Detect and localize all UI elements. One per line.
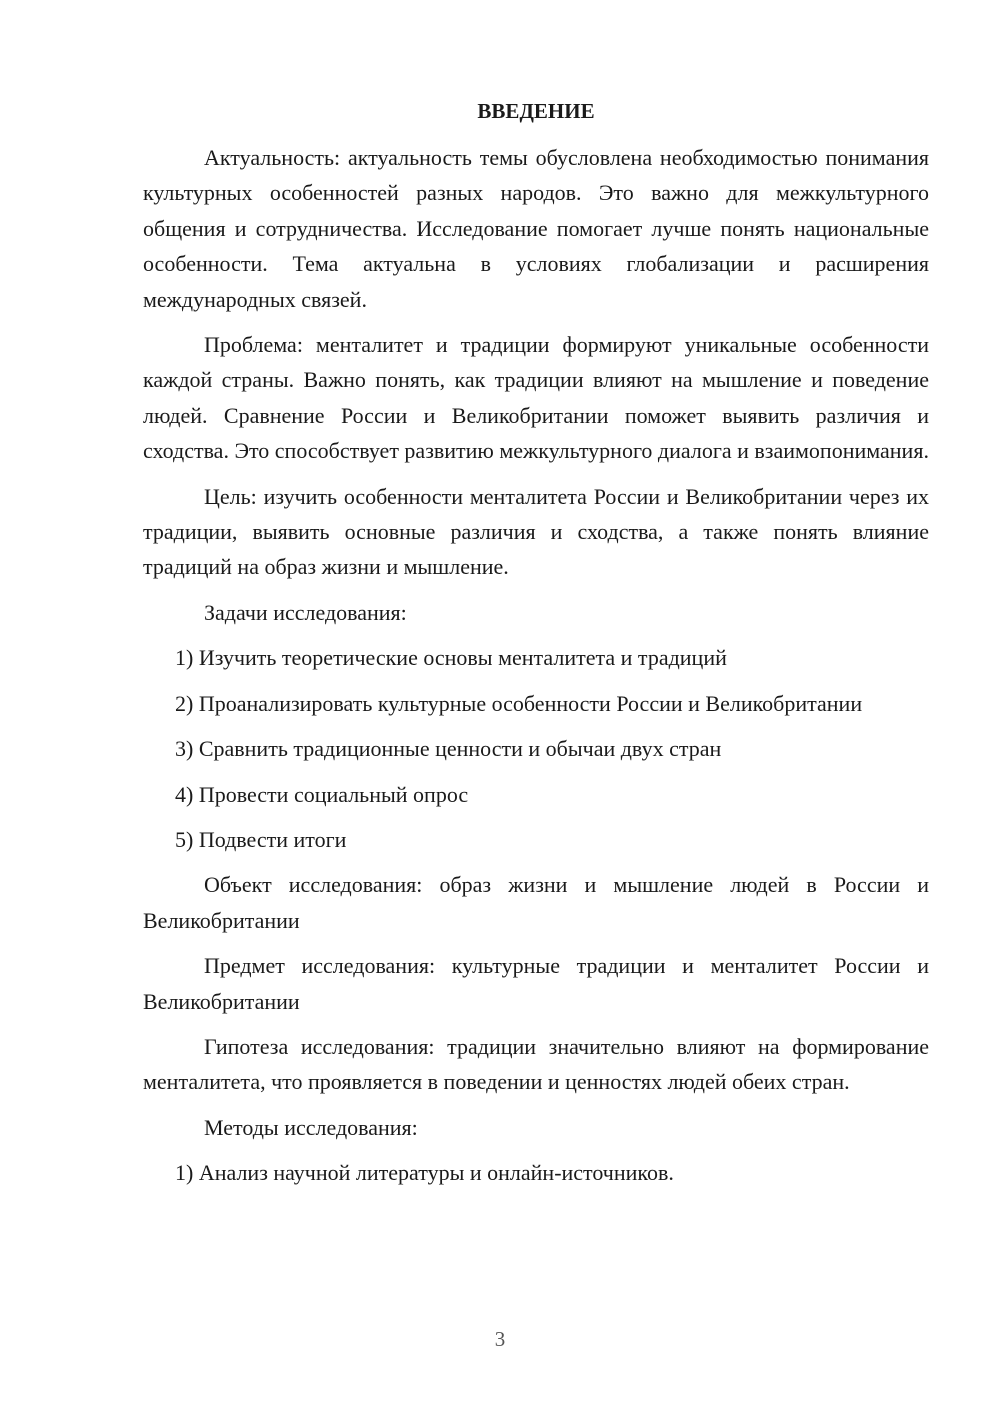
- section-title: ВВЕДЕНИЕ: [477, 99, 595, 123]
- paragraph-problem: Проблема: менталитет и традиции формируют уникальные особенности каждой страны. Важно понять, как традиции влияют на мышление и поведение людей. Сравнение России и Великобритании поможет выявить различия и сходства. Это способствует развитию межкультурного диалога и взаимопонимания.: [143, 332, 929, 464]
- list-item-method-1: 1) Анализ научной литературы и онлайн-источников.: [175, 1160, 674, 1186]
- list-item-task-5: 5) Подвести итоги: [175, 826, 347, 852]
- paragraph-methods-heading: Методы исследования:: [204, 1114, 418, 1140]
- paragraph-goal: Цель: изучить особенности менталитета России и Великобритании через их традиции, выявить основные различия и сходства, а также понять влияние традиций на образ жизни и мышление.: [143, 483, 929, 580]
- paragraph-hypothesis: Гипотеза исследования: традиции значительно влияют на формирование менталитета, что проявляется в поведении и ценностях людей обеих стран.: [143, 1033, 929, 1095]
- paragraph-tasks-heading: Задачи исследования:: [204, 599, 407, 625]
- list-item-task-1: 1) Изучить теоретические основы менталитета и традиций: [175, 645, 727, 671]
- page-number: 3: [494, 1327, 506, 1351]
- list-item-task-4: 4) Провести социальный опрос: [175, 781, 469, 807]
- document-page: [143, 96, 929, 1201]
- paragraph-relevance: Актуальность: актуальность темы обусловлена необходимостью понимания культурных особенностей разных народов. Это важно для межкультурного общения и сотрудничества. Исследование помогает лучше понять национальные особенности. Тема актуальна в условиях глобализации и расширения международных связей.: [143, 145, 929, 312]
- paragraph-object: Объект исследования: образ жизни и мышление людей в России и Великобритании: [143, 872, 929, 933]
- list-item-task-2: 2) Проанализировать культурные особенности России и Великобритании: [175, 690, 863, 716]
- paragraph-subject: Предмет исследования: культурные традиции и менталитет России и Великобритании: [143, 953, 929, 1014]
- list-item-task-3: 3) Сравнить традиционные ценности и обычаи двух стран: [175, 736, 722, 762]
